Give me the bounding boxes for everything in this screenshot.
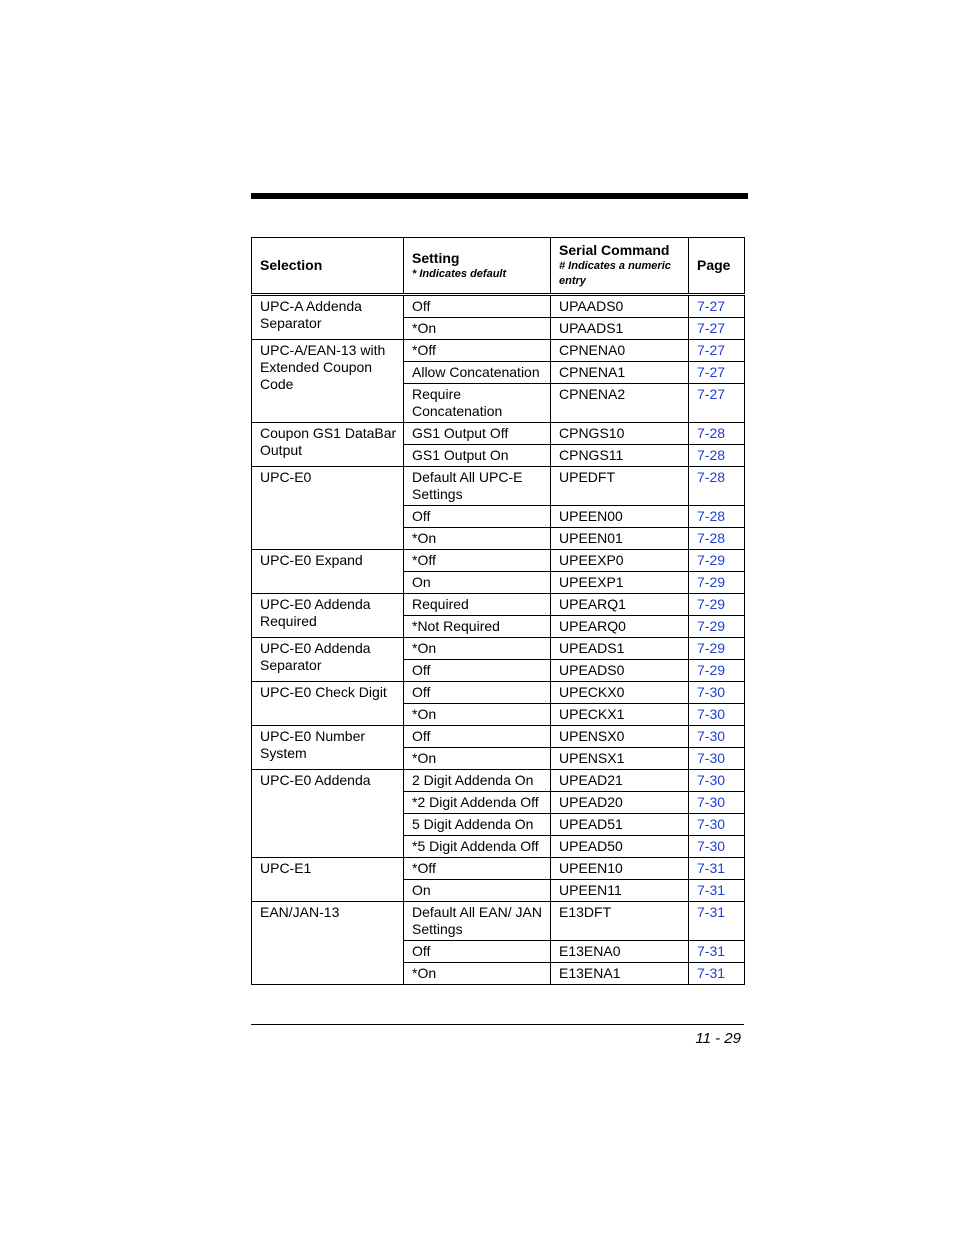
serial-command-cell: UPEAD51 bbox=[551, 814, 689, 836]
serial-command-cell: UPEDFT bbox=[551, 467, 689, 506]
page-cell bbox=[689, 616, 745, 638]
page-link[interactable]: 7-30 bbox=[697, 794, 726, 810]
page-link[interactable]: 7-29 bbox=[697, 618, 726, 634]
page-cell bbox=[689, 638, 745, 660]
setting-cell: Off bbox=[404, 941, 551, 963]
selection-cell: UPC-E0 Addenda Required bbox=[252, 594, 404, 638]
page-link[interactable]: 7-30 bbox=[697, 772, 726, 788]
page-cell bbox=[689, 858, 745, 880]
selection-cell: UPC-E0 bbox=[252, 467, 404, 550]
setting-cell: *On bbox=[404, 748, 551, 770]
page-cell bbox=[689, 550, 745, 572]
serial-command-cell: UPEAD50 bbox=[551, 836, 689, 858]
setting-cell: *Not Required bbox=[404, 616, 551, 638]
page-link[interactable]: 7-28 bbox=[697, 508, 726, 524]
page-cell bbox=[689, 748, 745, 770]
page-cell bbox=[689, 528, 745, 550]
page-link[interactable]: 7-31 bbox=[697, 904, 726, 920]
serial-command-cell: UPAADS0 bbox=[551, 295, 689, 318]
page-cell bbox=[689, 814, 745, 836]
page-link[interactable]: 7-27 bbox=[697, 320, 726, 336]
setting-cell: Default All UPC-E Settings bbox=[404, 467, 551, 506]
page-cell bbox=[689, 880, 745, 902]
serial-command-cell: CPNENA2 bbox=[551, 384, 689, 423]
table-row bbox=[252, 682, 745, 704]
table-row bbox=[252, 467, 745, 506]
serial-command-cell: CPNENA1 bbox=[551, 362, 689, 384]
table-row bbox=[252, 726, 745, 748]
serial-command-cell: UPEAD21 bbox=[551, 770, 689, 792]
header-serial-command: Serial Command # Indicates a numeric entry bbox=[551, 238, 689, 295]
serial-command-cell: CPNGS11 bbox=[551, 445, 689, 467]
page-link[interactable]: 7-30 bbox=[697, 816, 726, 832]
page-link[interactable]: 7-27 bbox=[697, 386, 726, 402]
setting-cell: Off bbox=[404, 506, 551, 528]
bottom-rule bbox=[251, 1024, 744, 1025]
page-link[interactable]: 7-30 bbox=[697, 750, 726, 766]
page-cell bbox=[689, 295, 745, 318]
selection-cell: UPC-A/EAN-13 with Extended Coupon Code bbox=[252, 340, 404, 423]
command-table bbox=[251, 237, 745, 985]
serial-command-cell: UPAADS1 bbox=[551, 318, 689, 340]
table-row bbox=[252, 858, 745, 880]
setting-cell: 2 Digit Addenda On bbox=[404, 770, 551, 792]
selection-cell: UPC-E0 Check Digit bbox=[252, 682, 404, 726]
serial-command-cell: UPEEXP1 bbox=[551, 572, 689, 594]
page-cell bbox=[689, 682, 745, 704]
page-link[interactable]: 7-31 bbox=[697, 882, 726, 898]
setting-cell: *Off bbox=[404, 340, 551, 362]
header-setting: Setting * Indicates default bbox=[404, 238, 551, 295]
table-row bbox=[252, 770, 745, 792]
page-cell bbox=[689, 467, 745, 506]
page-link[interactable]: 7-29 bbox=[697, 574, 726, 590]
page-cell bbox=[689, 770, 745, 792]
table-row bbox=[252, 295, 745, 318]
serial-command-cell: UPEAD20 bbox=[551, 792, 689, 814]
setting-cell: *2 Digit Addenda Off bbox=[404, 792, 551, 814]
table-header-row bbox=[252, 238, 745, 295]
serial-command-cell: UPEEN01 bbox=[551, 528, 689, 550]
serial-command-cell: UPEADS1 bbox=[551, 638, 689, 660]
serial-command-cell: CPNGS10 bbox=[551, 423, 689, 445]
page-cell bbox=[689, 572, 745, 594]
page-link[interactable]: 7-31 bbox=[697, 965, 726, 981]
serial-command-cell: UPEARQ1 bbox=[551, 594, 689, 616]
page-link[interactable]: 7-27 bbox=[697, 364, 726, 380]
selection-cell: UPC-E1 bbox=[252, 858, 404, 902]
setting-cell: On bbox=[404, 572, 551, 594]
setting-cell: GS1 Output On bbox=[404, 445, 551, 467]
page-link[interactable]: 7-31 bbox=[697, 943, 726, 959]
page-link[interactable]: 7-29 bbox=[697, 596, 726, 612]
page-cell bbox=[689, 362, 745, 384]
serial-command-cell: E13ENA0 bbox=[551, 941, 689, 963]
page-link[interactable]: 7-29 bbox=[697, 662, 726, 678]
setting-cell: Off bbox=[404, 726, 551, 748]
page-cell bbox=[689, 902, 745, 941]
page-cell bbox=[689, 836, 745, 858]
setting-cell: Required bbox=[404, 594, 551, 616]
page-cell bbox=[689, 963, 745, 985]
serial-command-cell: UPECKX1 bbox=[551, 704, 689, 726]
page-link[interactable]: 7-28 bbox=[697, 530, 726, 546]
setting-cell: *Off bbox=[404, 858, 551, 880]
page-link[interactable]: 7-30 bbox=[697, 838, 726, 854]
setting-cell: Off bbox=[404, 682, 551, 704]
serial-command-cell: UPEARQ0 bbox=[551, 616, 689, 638]
page-link[interactable]: 7-28 bbox=[697, 469, 726, 485]
setting-cell: *On bbox=[404, 704, 551, 726]
setting-cell: *On bbox=[404, 318, 551, 340]
page-cell bbox=[689, 506, 745, 528]
serial-command-cell: UPEEN00 bbox=[551, 506, 689, 528]
page-cell bbox=[689, 726, 745, 748]
setting-cell: On bbox=[404, 880, 551, 902]
table-row bbox=[252, 550, 745, 572]
serial-command-cell: E13DFT bbox=[551, 902, 689, 941]
page-number: 11 - 29 bbox=[695, 1030, 741, 1047]
page-cell bbox=[689, 423, 745, 445]
setting-cell: Default All EAN/ JAN Settings bbox=[404, 902, 551, 941]
selection-cell: UPC-A Addenda Separator bbox=[252, 295, 404, 340]
serial-command-cell: UPECKX0 bbox=[551, 682, 689, 704]
table-row bbox=[252, 594, 745, 616]
page-cell bbox=[689, 594, 745, 616]
selection-cell: UPC-E0 Number System bbox=[252, 726, 404, 770]
page-link[interactable]: 7-27 bbox=[697, 342, 726, 358]
table-row bbox=[252, 902, 745, 941]
page-cell bbox=[689, 384, 745, 423]
page-cell bbox=[689, 704, 745, 726]
top-rule bbox=[251, 193, 748, 199]
page-link[interactable]: 7-27 bbox=[697, 298, 726, 314]
page-link[interactable]: 7-29 bbox=[697, 640, 726, 656]
page-cell bbox=[689, 660, 745, 682]
serial-command-cell: UPENSX1 bbox=[551, 748, 689, 770]
serial-command-cell: UPEADS0 bbox=[551, 660, 689, 682]
setting-cell: *On bbox=[404, 638, 551, 660]
table-row bbox=[252, 423, 745, 445]
page-link[interactable]: 7-31 bbox=[697, 860, 726, 876]
header-selection: Selection bbox=[252, 238, 404, 295]
setting-cell: GS1 Output Off bbox=[404, 423, 551, 445]
table-row bbox=[252, 638, 745, 660]
page-cell bbox=[689, 318, 745, 340]
setting-cell: 5 Digit Addenda On bbox=[404, 814, 551, 836]
page-cell bbox=[689, 941, 745, 963]
table-body bbox=[252, 295, 745, 985]
setting-cell: Off bbox=[404, 295, 551, 318]
selection-cell: UPC-E0 Addenda Separator bbox=[252, 638, 404, 682]
page-link[interactable]: 7-30 bbox=[697, 706, 726, 722]
page-link[interactable]: 7-28 bbox=[697, 447, 726, 463]
page-cell bbox=[689, 340, 745, 362]
serial-command-cell: UPENSX0 bbox=[551, 726, 689, 748]
selection-cell: Coupon GS1 DataBar Output bbox=[252, 423, 404, 467]
serial-command-cell: UPEEN11 bbox=[551, 880, 689, 902]
serial-command-cell: E13ENA1 bbox=[551, 963, 689, 985]
table-row bbox=[252, 340, 745, 362]
setting-cell: *On bbox=[404, 528, 551, 550]
page-cell bbox=[689, 792, 745, 814]
page-link[interactable]: 7-28 bbox=[697, 425, 726, 441]
page-link[interactable]: 7-30 bbox=[697, 728, 726, 744]
serial-command-cell: CPNENA0 bbox=[551, 340, 689, 362]
header-page: Page bbox=[689, 238, 745, 295]
page-cell bbox=[689, 445, 745, 467]
serial-command-cell: UPEEXP0 bbox=[551, 550, 689, 572]
page-link[interactable]: 7-29 bbox=[697, 552, 726, 568]
selection-cell: EAN/JAN-13 bbox=[252, 902, 404, 985]
serial-command-cell: UPEEN10 bbox=[551, 858, 689, 880]
setting-cell: *Off bbox=[404, 550, 551, 572]
setting-cell: Off bbox=[404, 660, 551, 682]
setting-cell: *5 Digit Addenda Off bbox=[404, 836, 551, 858]
selection-cell: UPC-E0 Addenda bbox=[252, 770, 404, 858]
setting-cell: *On bbox=[404, 963, 551, 985]
page-link[interactable]: 7-30 bbox=[697, 684, 726, 700]
setting-cell: Allow Concatenation bbox=[404, 362, 551, 384]
setting-cell: Require Concatenation bbox=[404, 384, 551, 423]
selection-cell: UPC-E0 Expand bbox=[252, 550, 404, 594]
